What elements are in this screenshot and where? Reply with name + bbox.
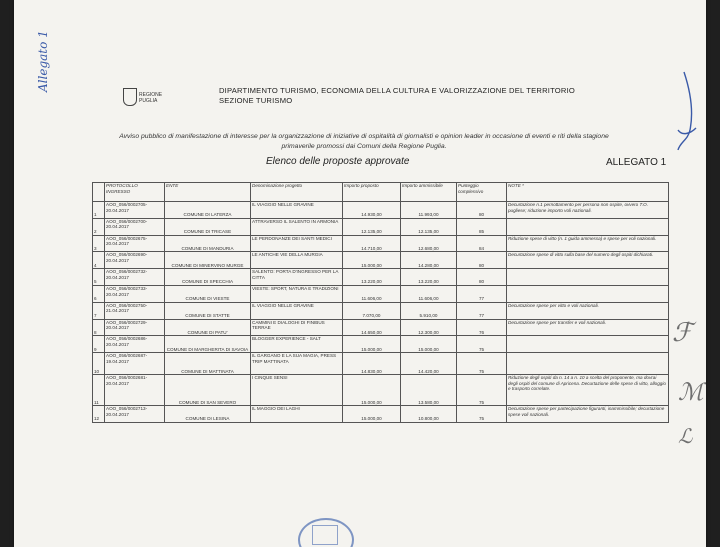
proposed-amount-cell: 15.000,00: [343, 336, 401, 353]
document-header: [219, 86, 575, 106]
proposed-amount-cell: 14.650,00: [343, 319, 401, 336]
protocol-date: 20.04.2017: [106, 224, 129, 230]
document-page: [14, 0, 706, 547]
protocol-number: AOO_056/0002681-: [106, 375, 148, 381]
entity-cell: COMUNE DI PATU': [165, 319, 251, 336]
project-cell: LE ANTICHE VIE DELLA MURGIA: [251, 252, 343, 269]
proposed-amount-cell: 7.070,00: [343, 302, 401, 319]
row-number: 9: [93, 336, 105, 353]
protocol-number: AOO_056/0002686-: [106, 336, 148, 342]
table-row: [93, 285, 669, 302]
score-cell: 76: [457, 319, 507, 336]
project-cell: CAMMINI E DIALOGHI DI FINIBUS TERRAE: [251, 319, 343, 336]
entity-cell: COMUNE DI VIESTE: [165, 285, 251, 302]
protocol-cell: [105, 353, 165, 375]
proposed-amount-cell: 14.710,00: [343, 235, 401, 252]
row-number: 12: [93, 406, 105, 423]
protocol-number: AOO_056/0002690-: [106, 252, 148, 258]
table-row: [93, 353, 669, 375]
eligible-amount-cell: 11.606,00: [401, 285, 457, 302]
proposed-amount-cell: 15.000,00: [343, 252, 401, 269]
row-number: 1: [93, 202, 105, 219]
header-importo: Importo proposto: [343, 183, 401, 202]
eligible-amount-cell: 13.220,00: [401, 269, 457, 286]
score-cell: 77: [457, 285, 507, 302]
score-cell: 80: [457, 202, 507, 219]
note-cell: Decurtazione spese per partecipazione figuranti, inammissibile; decurtazione spese voli nazionali.: [507, 406, 669, 423]
row-number: 7: [93, 302, 105, 319]
stamp-emblem: [312, 525, 338, 545]
project-cell: VIESTE: SPORT, NATURA E TRADIZIONI: [251, 285, 343, 302]
score-cell: 77: [457, 302, 507, 319]
project-cell: IL VIAGGIO NELLE GRAVINE: [251, 302, 343, 319]
project-cell: LE PERDONANZE DEI SANTI MEDICI: [251, 235, 343, 252]
entity-cell: COMUNE DI LESINA: [165, 406, 251, 423]
allegato-label: ALLEGATO 1: [606, 157, 667, 168]
protocol-date: 20.04.2017: [106, 291, 129, 297]
proposed-amount-cell: 12.135,00: [343, 218, 401, 235]
score-cell: 84: [457, 235, 507, 252]
page-title: Elenco delle proposte approvate: [266, 156, 410, 167]
entity-cell: COMUNE DI MINERVINO MURGE: [165, 252, 251, 269]
header-department: DIPARTIMENTO TURISMO, ECONOMIA DELLA CULTURA E VALORIZZAZIONE DEL TERRITORIO: [219, 86, 575, 95]
intro-line-2: primaverile promossi dai Comuni della Regione Puglia.: [281, 143, 447, 150]
score-cell: 75: [457, 336, 507, 353]
score-cell: 75: [457, 406, 507, 423]
protocol-cell: [105, 218, 165, 235]
score-cell: 75: [457, 353, 507, 375]
proposed-amount-cell: 14.830,00: [343, 353, 401, 375]
protocol-cell: [105, 375, 165, 406]
row-number: 3: [93, 235, 105, 252]
note-cell: Decurtazione spese di vitto sulla base del numero degli ospiti dichiarati.: [507, 252, 669, 269]
project-cell: IL VIAGGIO NELLE GRAVINE: [251, 202, 343, 219]
protocol-date: 20.04.2017: [106, 411, 129, 417]
protocol-date: 20.04.2017: [106, 325, 129, 331]
header-num: [93, 183, 105, 202]
table-row: [93, 235, 669, 252]
project-cell: SALENTO: PORTA D'INGRESSO PER LA CITTA: [251, 269, 343, 286]
project-cell: ATTRAVERSO IL SALENTO IN ARMONIA: [251, 218, 343, 235]
protocol-cell: [105, 202, 165, 219]
note-cell: [507, 218, 669, 235]
row-number: 11: [93, 375, 105, 406]
row-number: 4: [93, 252, 105, 269]
note-cell: Riduzione degli ospiti da n. 14 a n. 10 a scelta del proponente, ma dovrai degli ospiti del comune di Apricena. Decurtazione delle spese di vitto, alloggio e trasporto correlate.: [507, 375, 669, 406]
protocol-date: 20.04.2017: [106, 241, 129, 247]
protocol-date: 20.04.2017: [106, 341, 129, 347]
row-number: 8: [93, 319, 105, 336]
header-punteggio: Punteggio complessivo: [457, 183, 507, 202]
proposed-amount-cell: 15.000,00: [343, 375, 401, 406]
protocol-date: 21.04.2017: [106, 308, 129, 314]
proposed-amount-cell: 14.930,00: [343, 202, 401, 219]
header-protocollo: PROTOCOLLO INGRESSO: [105, 183, 165, 202]
row-number: 2: [93, 218, 105, 235]
protocol-date: 20.04.2017: [106, 380, 129, 386]
eligible-amount-cell: 5.910,00: [401, 302, 457, 319]
intro-text: [94, 132, 634, 152]
header-ente: ENTE: [165, 183, 251, 202]
note-cell: [507, 353, 669, 375]
protocol-cell: [105, 336, 165, 353]
entity-cell: COMUNE DI TRICASE: [165, 218, 251, 235]
eligible-amount-cell: 12.135,00: [401, 218, 457, 235]
proposals-table: [92, 182, 669, 423]
protocol-number: AOO_056/0002705-: [106, 202, 148, 207]
eligible-amount-cell: 13.580,00: [401, 375, 457, 406]
initials-mark-1: ℱ: [672, 318, 693, 348]
proposed-amount-cell: 13.220,00: [343, 269, 401, 286]
protocol-number: AOO_056/0002675-: [106, 235, 148, 241]
protocol-cell: [105, 285, 165, 302]
protocol-number: AOO_056/0002687-: [106, 353, 148, 359]
score-cell: 80: [457, 252, 507, 269]
protocol-number: AOO_056/0002733-: [106, 285, 148, 291]
header-section: SEZIONE TURISMO: [219, 96, 293, 105]
protocol-cell: [105, 302, 165, 319]
protocol-date: 19.04.2017: [106, 358, 129, 364]
project-cell: I CINQUE SENSI: [251, 375, 343, 406]
table-row: [93, 218, 669, 235]
table-row: [93, 406, 669, 423]
eligible-amount-cell: 12.300,00: [401, 319, 457, 336]
protocol-cell: [105, 252, 165, 269]
table-row: [93, 269, 669, 286]
protocol-number: AOO_056/0002732-: [106, 269, 148, 275]
entity-cell: COMUNE DI LATERZA: [165, 202, 251, 219]
table-header-row: [93, 183, 669, 202]
entity-cell: COMUNE DI SAN SEVERO: [165, 375, 251, 406]
project-cell: IL MAGGIO DEI LAGHI: [251, 406, 343, 423]
handwritten-annotation: Allegato 1: [36, 30, 50, 92]
note-cell: Decurtazione spese per vitto e voli nazionali.: [507, 302, 669, 319]
protocol-cell: [105, 406, 165, 423]
table-row: [93, 302, 669, 319]
table-row: [93, 202, 669, 219]
eligible-amount-cell: 11.993,00: [401, 202, 457, 219]
initials-mark-2: ℳ: [678, 378, 704, 406]
entity-cell: COMUNE DI SPECCHIA: [165, 269, 251, 286]
protocol-number: AOO_056/0002700-: [106, 218, 148, 224]
logo-text: REGIONE PUGLIA: [139, 92, 163, 104]
eligible-amount-cell: 10.800,00: [401, 406, 457, 423]
proposed-amount-cell: 11.606,00: [343, 285, 401, 302]
eligible-amount-cell: 14.280,00: [401, 252, 457, 269]
eligible-amount-cell: 12.680,00: [401, 235, 457, 252]
protocol-date: 20.04.2017: [106, 207, 129, 213]
protocol-number: AOO_056/0002729-: [106, 319, 148, 325]
entity-cell: COMUNE DI MATTINATA: [165, 353, 251, 375]
note-cell: [507, 336, 669, 353]
protocol-cell: [105, 235, 165, 252]
table-row: [93, 252, 669, 269]
note-cell: Decurtazione n.1 pernottamento per persona non ospite, ovvero T.O. pugliese; riduzione importo voli nazionali.: [507, 202, 669, 219]
project-cell: BLOGGER EXPERIENCE - SALT: [251, 336, 343, 353]
table-row: [93, 319, 669, 336]
note-cell: Riduzione spese di vitto (n. 1 guida ammessa) e spese per voli nazionali.: [507, 235, 669, 252]
table-row: [93, 375, 669, 406]
row-number: 10: [93, 353, 105, 375]
header-note: NOTE *: [507, 183, 669, 202]
score-cell: 80: [457, 269, 507, 286]
note-cell: Decurtazione spese per transfer e voli nazionali.: [507, 319, 669, 336]
note-cell: [507, 269, 669, 286]
project-cell: IL GARGANO E LA SUA MAGIA, PRESS TRIP MATTINATA: [251, 353, 343, 375]
protocol-cell: [105, 269, 165, 286]
header-progetto: Denominazione progetto: [251, 183, 343, 202]
signature-mark: [670, 70, 700, 160]
row-number: 5: [93, 269, 105, 286]
eligible-amount-cell: 14.420,00: [401, 353, 457, 375]
header-ammissibile: Importo ammissibile: [401, 183, 457, 202]
protocol-number: AOO_056/0002713-: [106, 406, 148, 412]
eligible-amount-cell: 15.000,00: [401, 336, 457, 353]
score-cell: 85: [457, 218, 507, 235]
score-cell: 75: [457, 375, 507, 406]
entity-cell: COMUNE DI MANDURIA: [165, 235, 251, 252]
initials-mark-3: ℒ: [678, 424, 693, 448]
row-number: 6: [93, 285, 105, 302]
crest-icon: [123, 88, 137, 106]
note-cell: [507, 285, 669, 302]
entity-cell: COMUNE DI STATTE: [165, 302, 251, 319]
region-logo: [119, 86, 165, 118]
intro-line-1: Avviso pubblico di manifestazione di interesse per la organizzazione di iniziative di ospitalità di giornalisti e opinion leader in occasione di eventi e riti della stagione: [119, 133, 609, 140]
entity-cell: COMUNE DI MARGHERITA DI SAVOIA: [165, 336, 251, 353]
protocol-cell: [105, 319, 165, 336]
table-row: [93, 336, 669, 353]
protocol-date: 20.04.2017: [106, 274, 129, 280]
protocol-date: 20.04.2017: [106, 257, 129, 263]
proposed-amount-cell: 15.000,00: [343, 406, 401, 423]
protocol-number: AOO_056/0002750-: [106, 302, 148, 308]
